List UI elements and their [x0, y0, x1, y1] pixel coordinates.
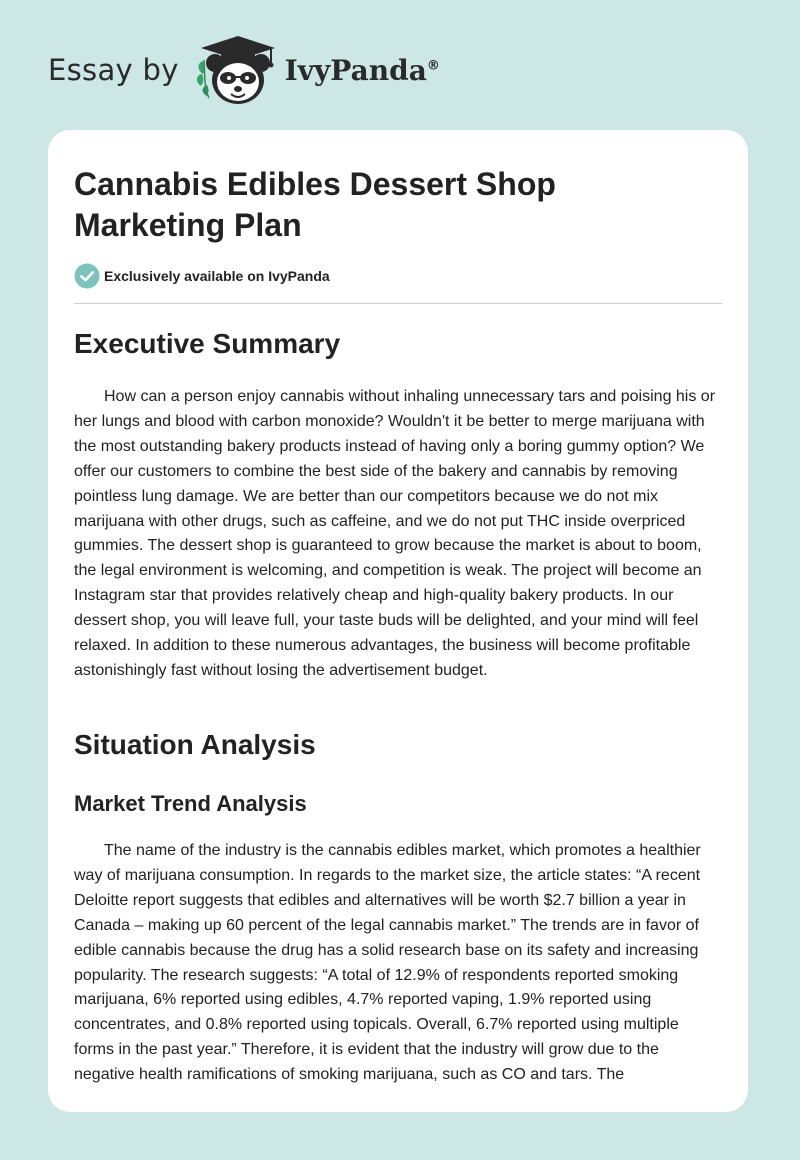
check-circle-icon — [74, 263, 100, 289]
panda-graduation-cap-icon[interactable] — [193, 30, 283, 110]
executive-summary-paragraph: How can a person enjoy cannabis without inhaling unnecessary tars and poising his or her lungs and blood with carbon monoxide? Wouldn't it be better to merge marijuana with the most outstanding bakery products instead of having only a boring gummy option? We offer our customers to combine the best side of the bakery and cannabis by removing pointless lung damage. We are better than our competitors because we do not mix marijuana with other drugs, such as caffeine, and we do not put THC inside overpriced gummies. The dessert shop is guaranteed to grow because the market is about to boom, the legal environment is welcoming, and competition is weak. The project will become an Instagram star that provides relatively cheap and high-quality bakery products. In our dessert shop, you will leave full, your taste buds will be delighted, and your mind will feel relaxed. In addition to these numerous advantages, the business will become profitable astonishingly fast without losing the advertisement budget. — [74, 388, 716, 679]
article-card — [48, 130, 748, 1112]
title-divider — [74, 303, 722, 304]
article-title: Cannabis Edibles Dessert Shop Marketing Plan — [74, 166, 556, 243]
registered-mark: ® — [426, 58, 440, 74]
site-header — [48, 30, 440, 110]
exclusive-badge — [74, 263, 330, 289]
section-heading-executive-summary: Executive Summary — [74, 328, 341, 359]
subheading-market-trend-analysis: Market Trend Analysis — [74, 791, 307, 816]
brand-prefix: Essay by — [48, 53, 179, 87]
exclusive-badge-label: Exclusively available on IvyPanda — [104, 268, 330, 284]
market-trend-paragraph: The name of the industry is the cannabis edibles market, which promotes a healthier way of marijuana consumption. In regards to the market size, the article states: “A recent Deloitte report suggests that edibles and alternatives will be worth $2.7 billion a year in Canada – making up 60 percent of the legal cannabis market.” The trends are in favor of edible cannabis because the drug has a solid research base on its safety and increasing popularity. The research suggests: “A total of 12.9% of respondents reported smoking marijuana, 6% reported using edibles, 4.7% reported vaping, 1.9% reported using concentrates, and 0.8% reported using topicals. Overall, 6.7% reported using multiple forms in the past year.” Therefore, it is evident that the industry will grow due to the negative health ramifications of smoking marijuana, such as CO and tars. The — [74, 842, 701, 1084]
section-heading-situation-analysis: Situation Analysis — [74, 729, 316, 760]
brand-name[interactable]: IvyPanda® — [284, 53, 440, 87]
